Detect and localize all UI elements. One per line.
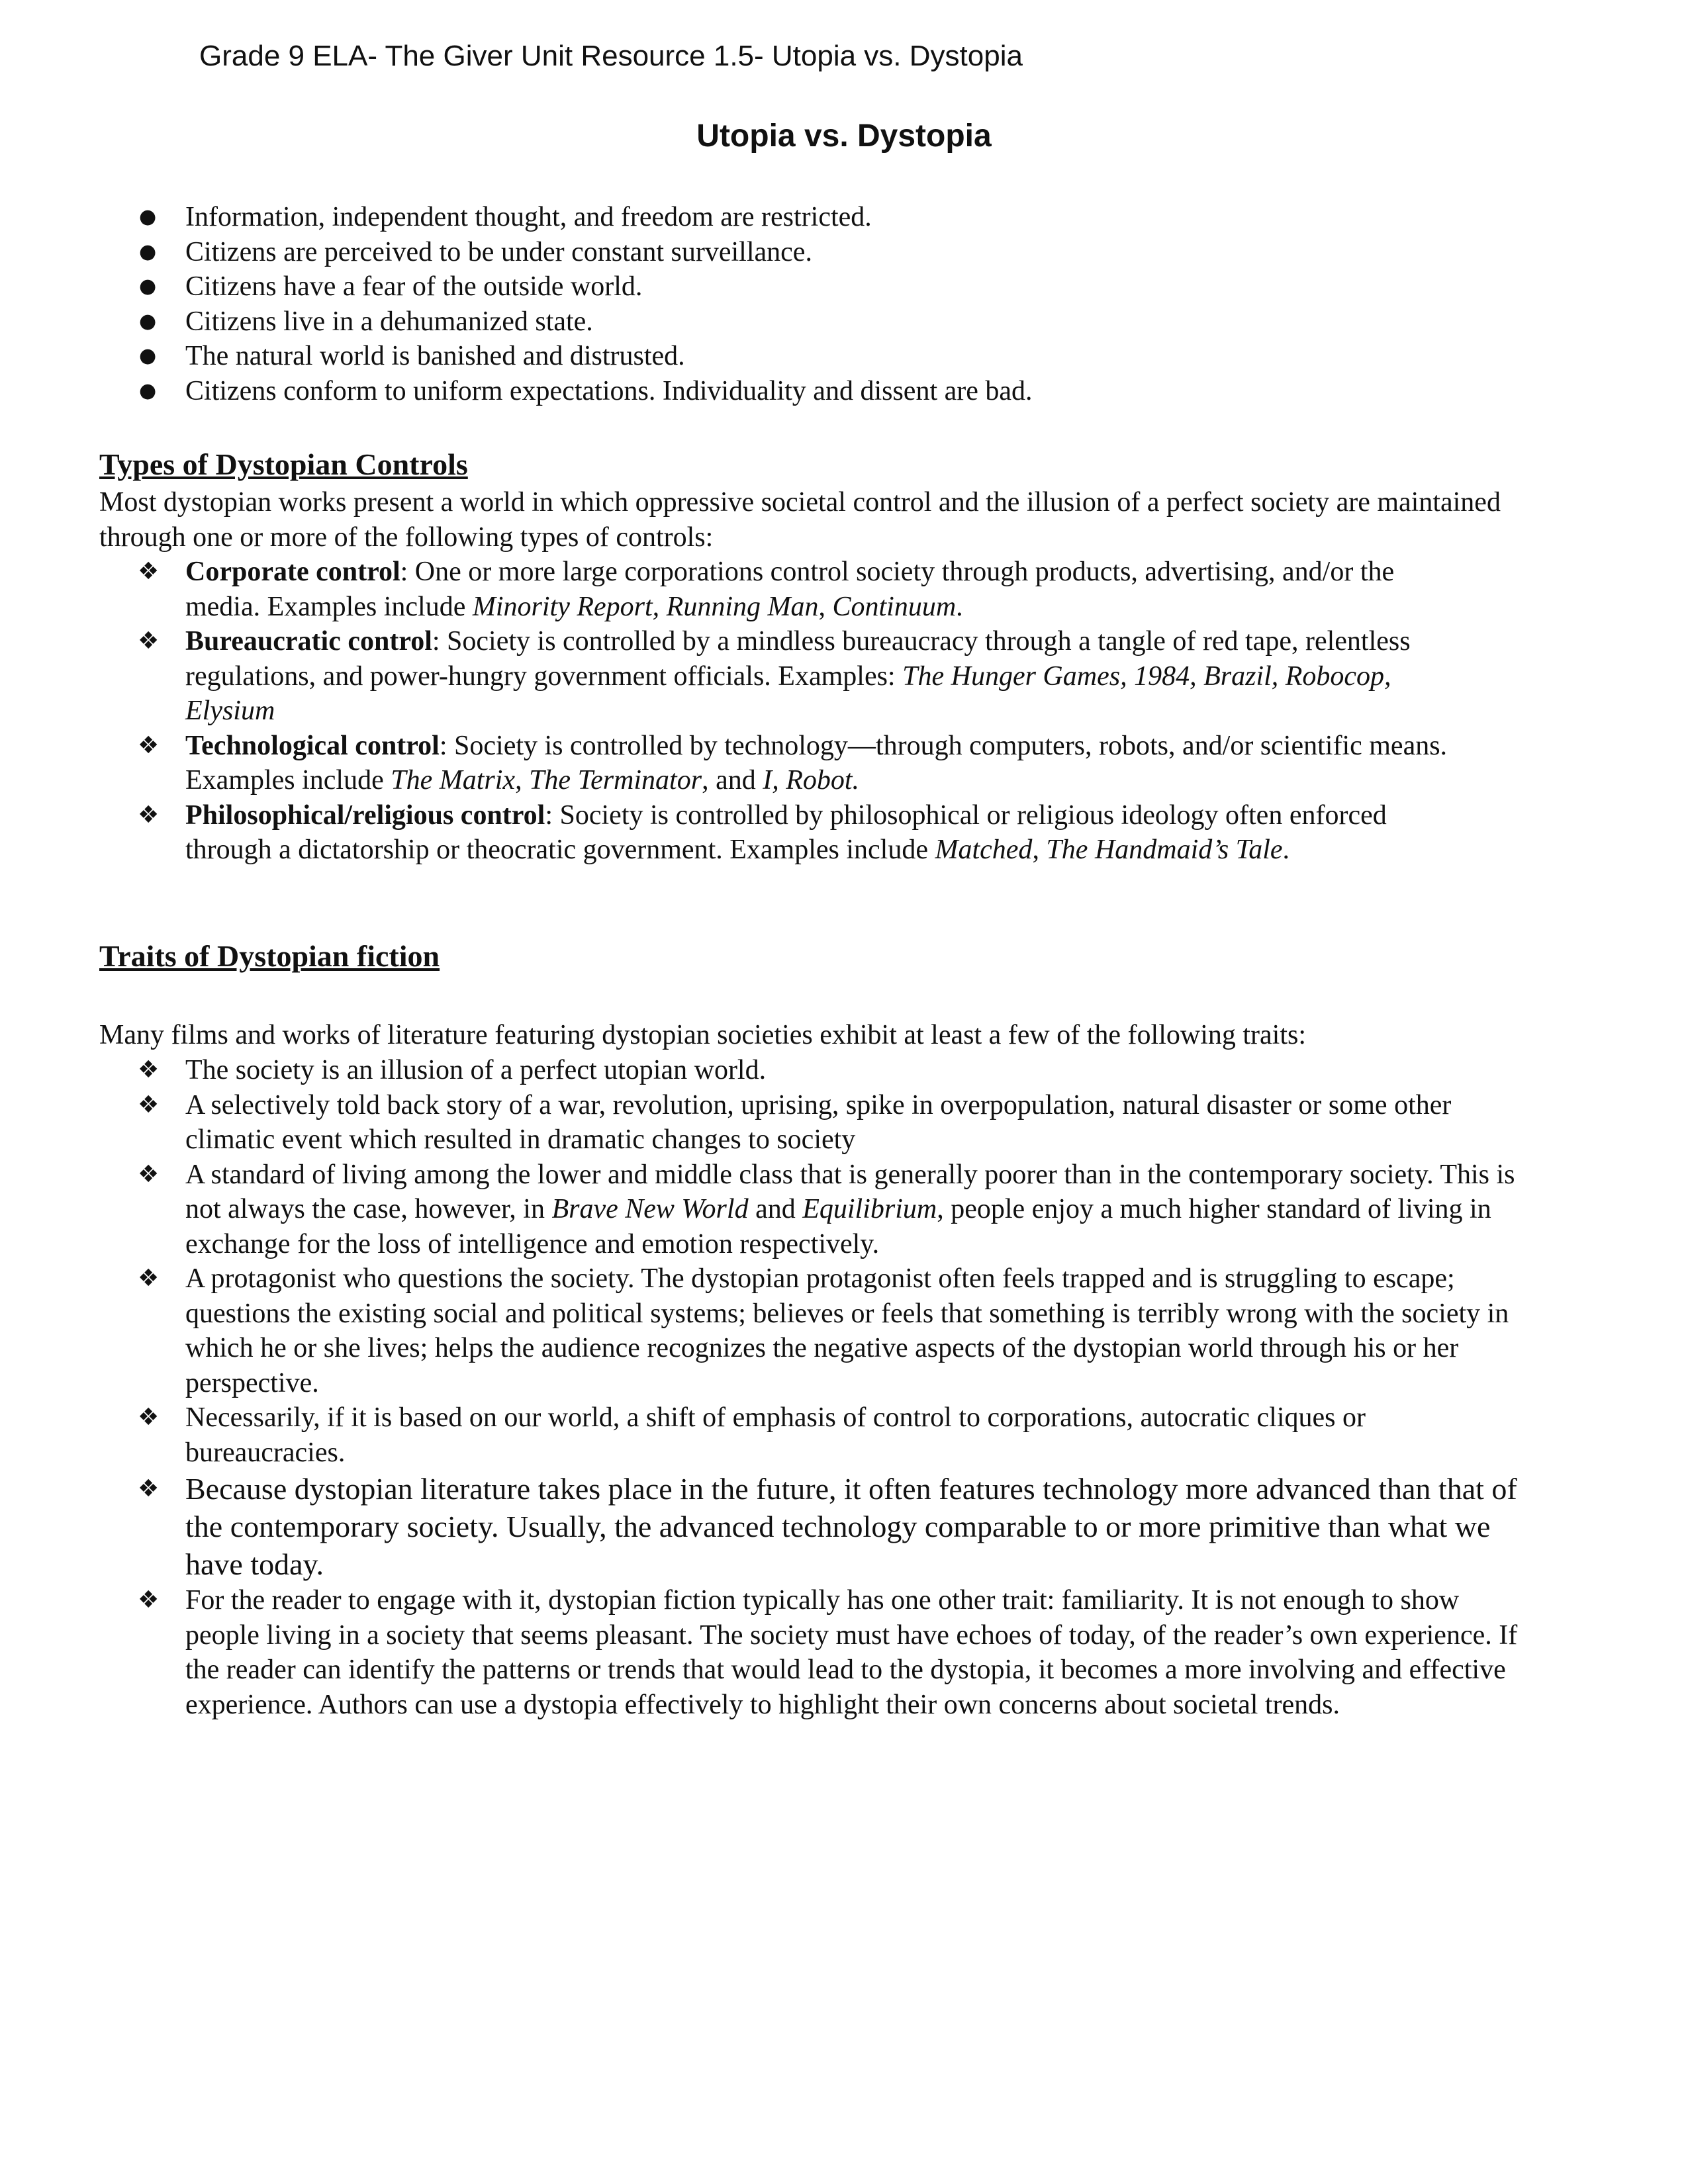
diamond-bullet-icon: ❖ bbox=[138, 1586, 160, 1614]
list-item: ❖ Technological control: Society is controlled by technology—through computers, robots, and/or scientific means. Examples include The Matrix, The Terminator, and I, Robot. bbox=[0, 729, 1470, 798]
dystopia-traits-list bbox=[0, 200, 1523, 408]
list-item: ❖ The society is an illusion of a perfect utopian world. bbox=[0, 1053, 1523, 1088]
dot-bullet-icon: ● bbox=[139, 240, 157, 263]
diamond-bullet-icon: ❖ bbox=[138, 627, 160, 655]
fiction-heading: Traits of Dystopian fiction bbox=[99, 939, 440, 973]
controls-intro: Most dystopian works present a world in which oppressive societal control and the illusion of a perfect society are maintained through one or more of the following types of controls: bbox=[99, 487, 1501, 553]
diamond-bullet-icon: ❖ bbox=[138, 1475, 160, 1502]
diamond-bullet-icon: ❖ bbox=[138, 558, 160, 585]
control-term: Technological control bbox=[185, 730, 440, 761]
list-item: ● The natural world is banished and distrusted. bbox=[0, 339, 1523, 374]
dot-bullet-icon: ● bbox=[139, 379, 157, 402]
page-title: Utopia vs. Dystopia bbox=[696, 118, 992, 154]
list-item: ❖ A selectively told back story of a war, revolution, uprising, spike in overpopulation, natural disaster or some other climatic event which resulted in dramatic changes to society bbox=[0, 1088, 1523, 1158]
list-item: ❖ Philosophical/religious control: Society is controlled by philosophical or religious ideology often enforced through a dictatorship or theocratic government. Examples include Matched, The Handmaid’s Tale. bbox=[0, 798, 1470, 868]
diamond-bullet-icon: ❖ bbox=[138, 1056, 160, 1083]
dot-bullet-icon: ● bbox=[139, 205, 157, 228]
list-item: ● Citizens have a fear of the outside world. bbox=[0, 269, 1523, 304]
list-item: ❖ A standard of living among the lower and middle class that is generally poorer than in the contemporary society. This is not always the case, however, in Brave New World and Equilibrium, people enjoy a much higher standard of living in exchange for the loss of intelligence and emotion respectively. bbox=[0, 1158, 1523, 1262]
dot-bullet-icon: ● bbox=[139, 275, 157, 298]
diamond-bullet-icon: ❖ bbox=[138, 731, 160, 759]
list-item: ❖ Necessarily, if it is based on our world, a shift of emphasis of control to corporations, autocratic cliques or bureaucracies. bbox=[0, 1400, 1523, 1470]
list-item: ❖ Corporate control: One or more large corporations control society through products, advertising, and/or the media. Examples include Minority Report, Running Man, Continuum. bbox=[0, 555, 1470, 624]
diamond-bullet-icon: ❖ bbox=[138, 1091, 160, 1118]
control-term: Corporate control bbox=[185, 557, 400, 587]
list-item: ● Citizens conform to uniform expectations. Individuality and dissent are bad. bbox=[0, 374, 1523, 409]
controls-list bbox=[0, 555, 1470, 868]
document-header: Grade 9 ELA- The Giver Unit Resource 1.5- Utopia vs. Dystopia bbox=[199, 40, 1023, 72]
list-item: ● Citizens live in a dehumanized state. bbox=[0, 304, 1523, 340]
diamond-bullet-icon: ❖ bbox=[138, 801, 160, 829]
controls-heading: Types of Dystopian Controls bbox=[99, 447, 468, 481]
fiction-traits-list bbox=[0, 1053, 1523, 1722]
dot-bullet-icon: ● bbox=[139, 344, 157, 367]
list-item: ● Citizens are perceived to be under constant surveillance. bbox=[0, 235, 1523, 270]
list-item: ❖ Because dystopian literature takes place in the future, it often features technology more advanced than that of the contemporary society. Usually, the advanced technology comparable to or more primitive than what we have today. bbox=[0, 1470, 1523, 1583]
list-item: ❖ For the reader to engage with it, dystopian fiction typically has one other trait: familiarity. It is not enough to show people living in a society that seems pleasant. The society must have echoes of today, of the reader’s own experience. If the reader can identify the patterns or trends that would lead to the dystopia, it becomes a more involving and effective experience. Authors can use a dystopia effectively to highlight their own concerns about societal trends. bbox=[0, 1583, 1523, 1722]
diamond-bullet-icon: ❖ bbox=[138, 1265, 160, 1292]
control-term: Bureaucratic control bbox=[185, 626, 432, 657]
list-item: ❖ A protagonist who questions the society. The dystopian protagonist often feels trapped and is struggling to escape; questions the existing social and political systems; believes or feels that something is terribly wrong with the society in which he or she lives; helps the audience recognizes the negative aspects of the dystopian world through his or her perspective. bbox=[0, 1261, 1523, 1400]
dot-bullet-icon: ● bbox=[139, 309, 157, 333]
list-item: ❖ Bureaucratic control: Society is controlled by a mindless bureaucracy through a tangle of red tape, relentless regulations, and power-hungry government officials. Examples: The Hunger Games, 1984, Brazil, Robocop, Elysium bbox=[0, 624, 1470, 729]
control-term: Philosophical/religious control bbox=[185, 799, 545, 831]
diamond-bullet-icon: ❖ bbox=[138, 1160, 160, 1188]
fiction-intro: Many films and works of literature featuring dystopian societies exhibit at least a few of the following traits: bbox=[99, 1020, 1307, 1050]
list-item: ● Information, independent thought, and freedom are restricted. bbox=[0, 200, 1523, 235]
diamond-bullet-icon: ❖ bbox=[138, 1404, 160, 1431]
